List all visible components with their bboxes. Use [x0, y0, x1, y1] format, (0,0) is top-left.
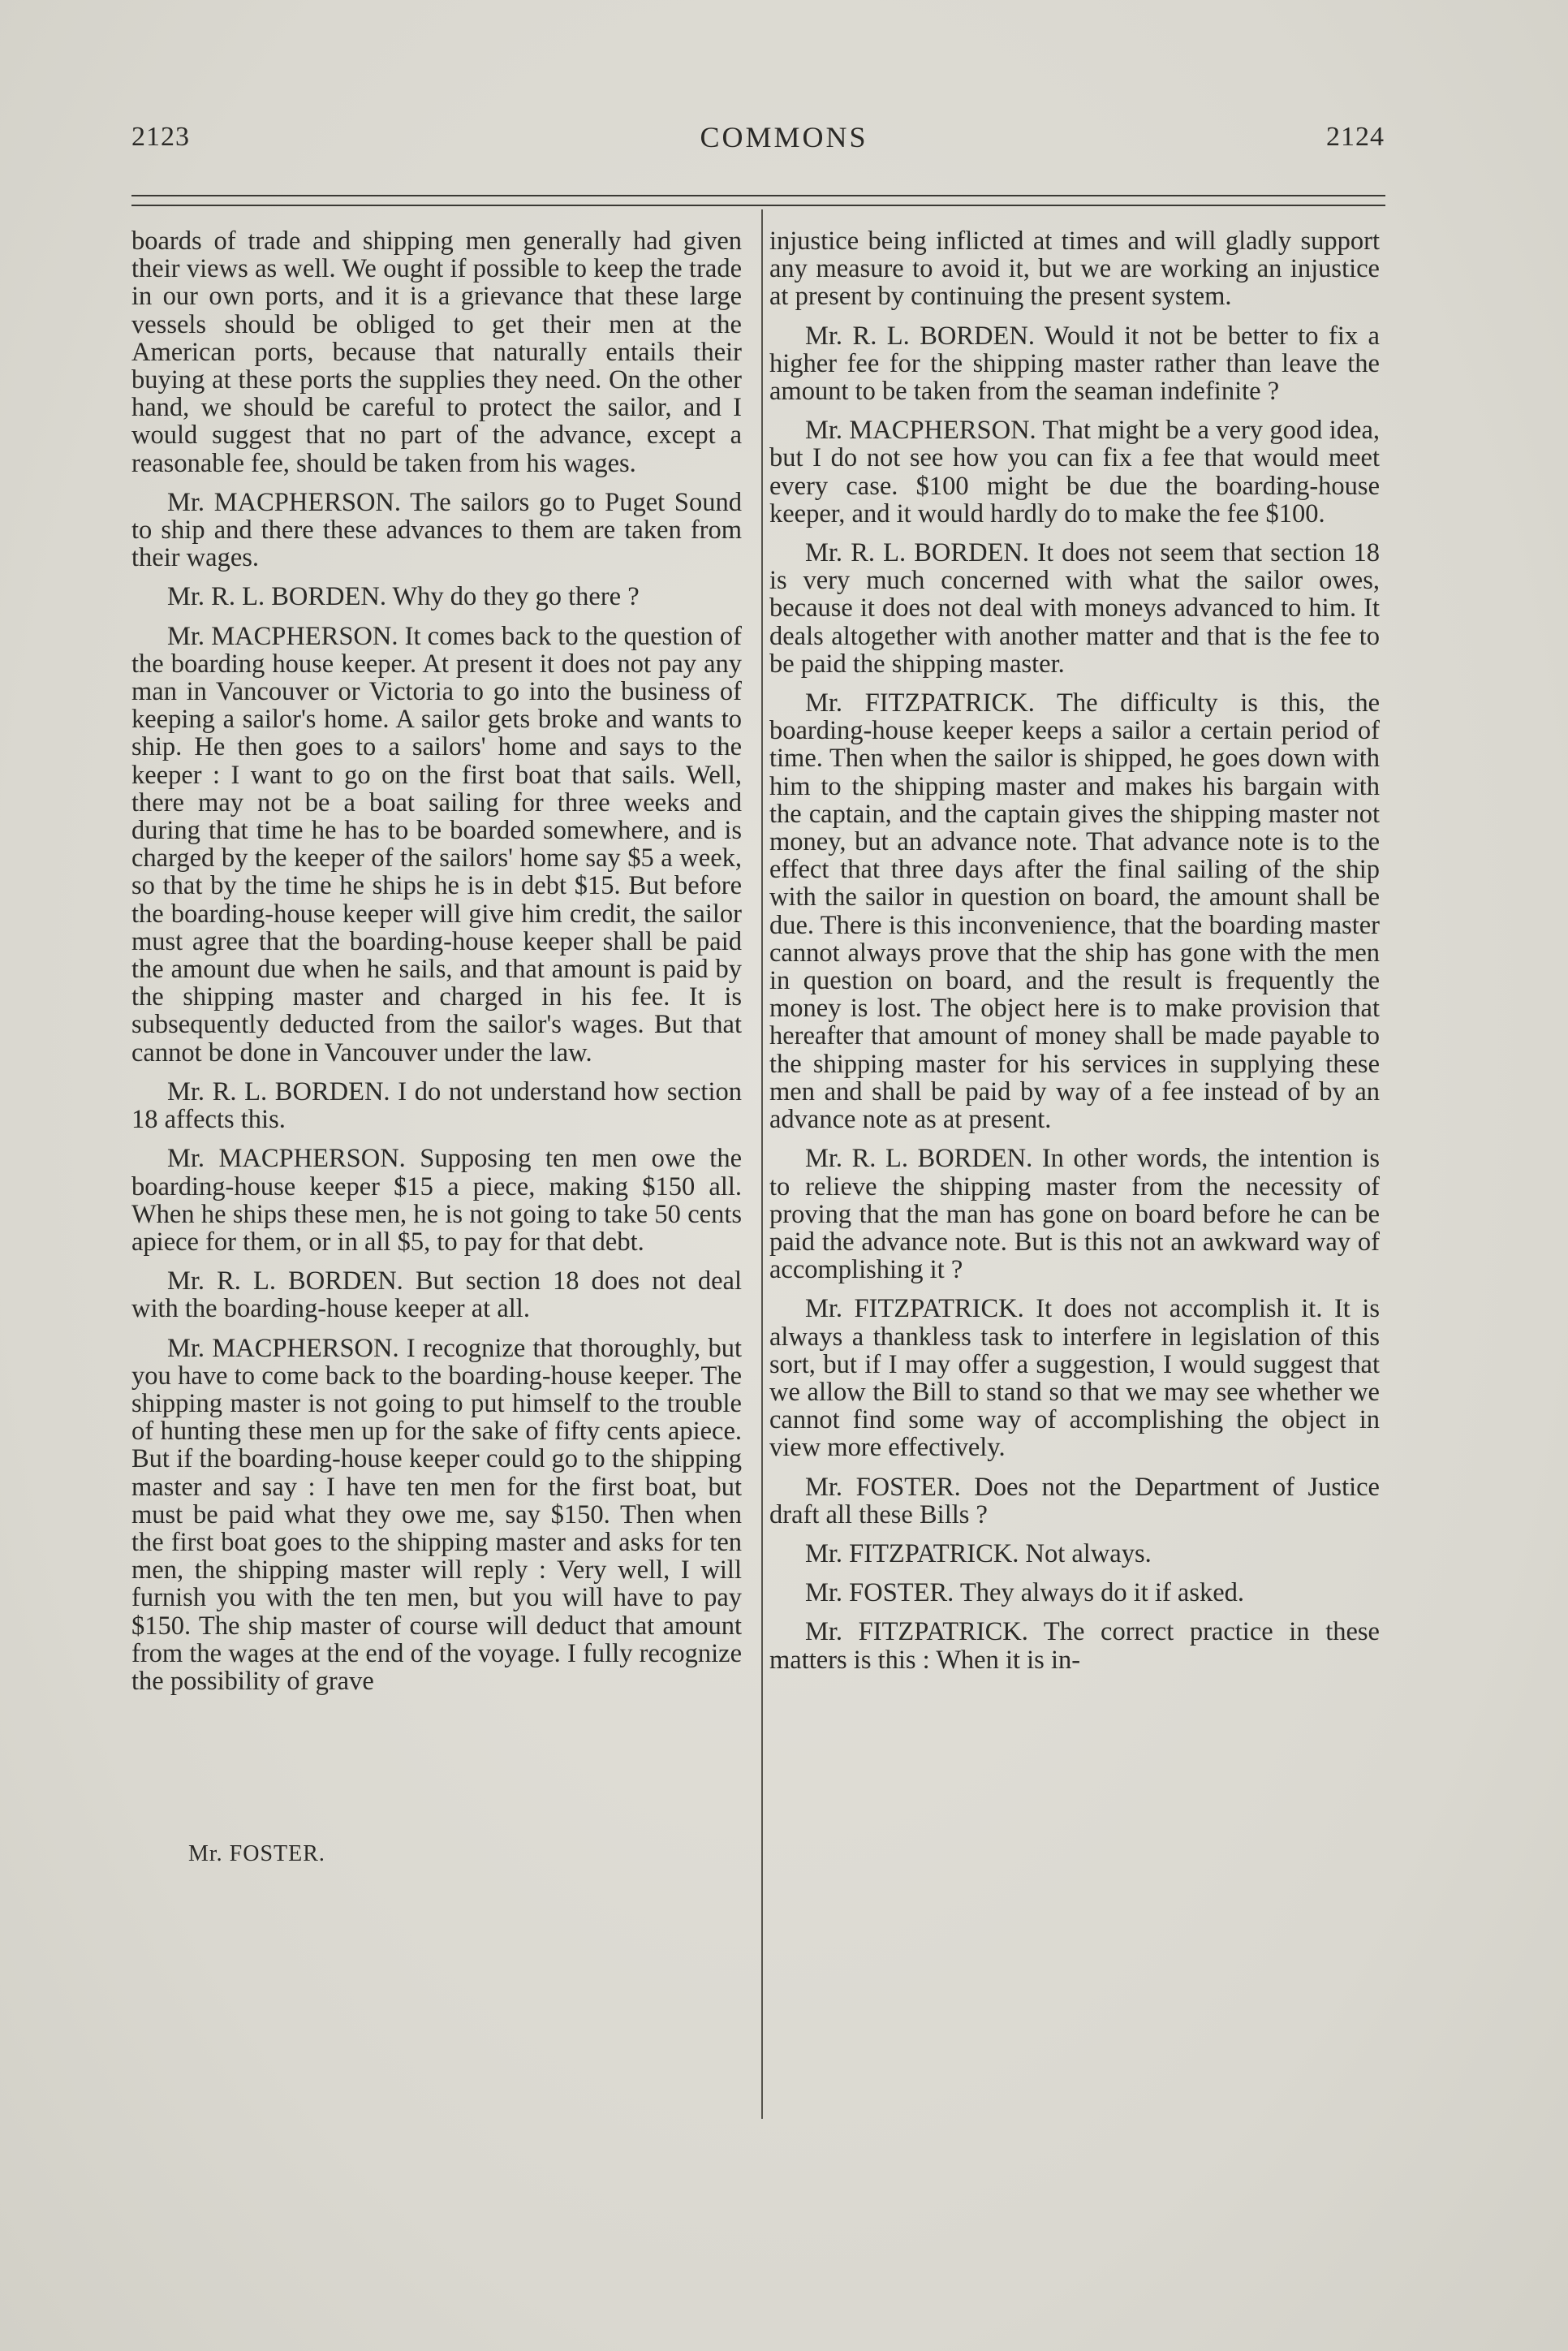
paragraph: Mr. R. L. BORDEN. It does not seem that section 18 is very much concerned with what the sailor owes, because it does not deal with moneys advanced to him. It deals altogether with another matter and that is the fee to be paid the shipping master. — [769, 538, 1380, 679]
paragraph: Mr. R. L. BORDEN. Would it not be better to fix a higher fee for the shipping master rather than leave the amount to be taken from the seaman indefinite ? — [769, 321, 1380, 407]
paragraph: Mr. FITZPATRICK. Not always. — [805, 1538, 1152, 1568]
left-page-number: 2123 — [131, 122, 190, 152]
paragraph: Mr. R. L. BORDEN. Why do they go there ? — [167, 582, 640, 612]
paragraph: Mr. FOSTER. They always do it if asked. — [805, 1578, 1245, 1608]
right-page-number: 2124 — [1326, 122, 1385, 152]
paragraph: Mr. MACPHERSON. The sailors go to Puget Sound to ship and there these advances to them are taken from their wages. — [131, 487, 742, 573]
paragraph: Mr. FITZPATRICK. It does not accomplish it. It is always a thankless task to interfere in legislation of this sort, but if I may offer a suggestion, I would suggest that we allow the Bill to stand so that we may see whether we cannot find some way of accomplishing the object in view more effectively. — [769, 1294, 1380, 1463]
paragraph: Mr. FITZPATRICK. The difficulty is this, the boarding-house keeper keeps a sailor a certain period of time. Then when the sailor is shipped, he goes down with him to the shipping master and makes his bargain with the captain, and the captain gives the shipping master not money, but an advance note. That advance note is to the effect that three days after the final sailing of the ship with the sailor in question on board, the amount shall be due. There is this inconvenience, that the boarding master cannot always prove that the ship has gone with the men in question on board, and the result is frequently the money is lost. The object here is to make provision that hereafter that amount of money shall be made payable to the shipping master for his services in supplying these men and shall be paid by way of a fee instead of by an advance note as at present. — [769, 688, 1380, 1135]
paragraph: Mr. R. L. BORDEN. I do not understand how section 18 affects this. — [131, 1076, 742, 1135]
header-rule-bottom — [131, 205, 1385, 206]
paragraph: Mr. FOSTER. Does not the Department of Justice draft all these Bills ? — [769, 1472, 1380, 1529]
running-title: COMMONS — [700, 121, 868, 153]
paragraph: injustice being inflicted at times and will gladly support any measure to avoid it, but we are working an injustice at present by continuing the present system. — [769, 226, 1380, 312]
paragraph: Mr. MACPHERSON. Supposing ten men owe the boarding-house keeper $15 a piece, making $150 all. When he ships these men, he is not going to take 50 cents apiece for them, or in all $5, to pay for that debt. — [131, 1144, 742, 1257]
paragraph: Mr. R. L. BORDEN. In other words, the intention is to relieve the shipping master from the necessity of proving that the man has gone on board before he can be paid the advance note. But is this not an awkward way of accomplishing it ? — [769, 1144, 1380, 1285]
right-column — [769, 227, 1380, 1685]
column-divider — [761, 209, 763, 2119]
catchword-footer: Mr. FOSTER. — [188, 1841, 325, 1866]
paragraph: boards of trade and shipping men generally had given their views as well. We ought if possible to keep the trade in our own ports, and it is a grievance that these large vessels should be obliged to get their men at the American ports, because that naturally entails their buying at these ports the supplies they need. On the other hand, we should be careful to protect the sailor, and I would suggest that no part of the advance, except a reasonable fee, should be taken from his wages. — [131, 226, 742, 478]
paragraph: Mr. MACPHERSON. That might be a very good idea, but I do not see how you can fix a fee that would meet every case. $100 might be due the boarding-house keeper, and it would hardly do to make the fee $100. — [769, 416, 1380, 528]
paragraph: Mr. R. L. BORDEN. But section 18 does not deal with the boarding-house keeper at all. — [131, 1266, 742, 1324]
header-rule-top — [131, 195, 1385, 196]
paragraph: Mr. FITZPATRICK. The correct practice in these matters is this : When it is in- — [769, 1617, 1380, 1675]
paragraph: Mr. MACPHERSON. I recognize that thoroughly, but you have to come back to the boarding-house keeper. The shipping master is not going to put himself to the trouble of hunting these men up for the sake of fifty cents apiece. But if the boarding-house keeper could go to the shipping master and say : I have ten men for the first boat, but must be paid what they owe me, say $150. Then when the first boat goes to the shipping master and asks for ten men, the shipping master will reply : Very well, I will furnish you with the ten men, but you will have to pay $150. The ship master of course will deduct that amount from the wages at the end of the voyage. I fully recognize the possibility of grave — [131, 1333, 742, 1696]
left-column — [131, 227, 742, 1706]
paragraph: Mr. MACPHERSON. It comes back to the question of the boarding house keeper. At present it does not pay any man in Vancouver or Victoria to go into the business of keeping a sailor's home. A sailor gets broke and wants to ship. He then goes to a sailors' home and says to the keeper : I want to go on the first boat that sails. Well, there may not be a boat sailing for three weeks and during that time he has to be boarded somewhere, and is charged by the keeper of the sailors' home say $5 a week, so that by the time he ships he is in debt $15. But before the boarding-house keeper will give him credit, the sailor must agree that the boarding-house keeper shall be paid the amount due when he sails, and that amount is paid by the shipping master and charged in his fee. It is subsequently deducted from the sailor's wages. But that cannot be done in Vancouver under the law. — [131, 621, 742, 1068]
